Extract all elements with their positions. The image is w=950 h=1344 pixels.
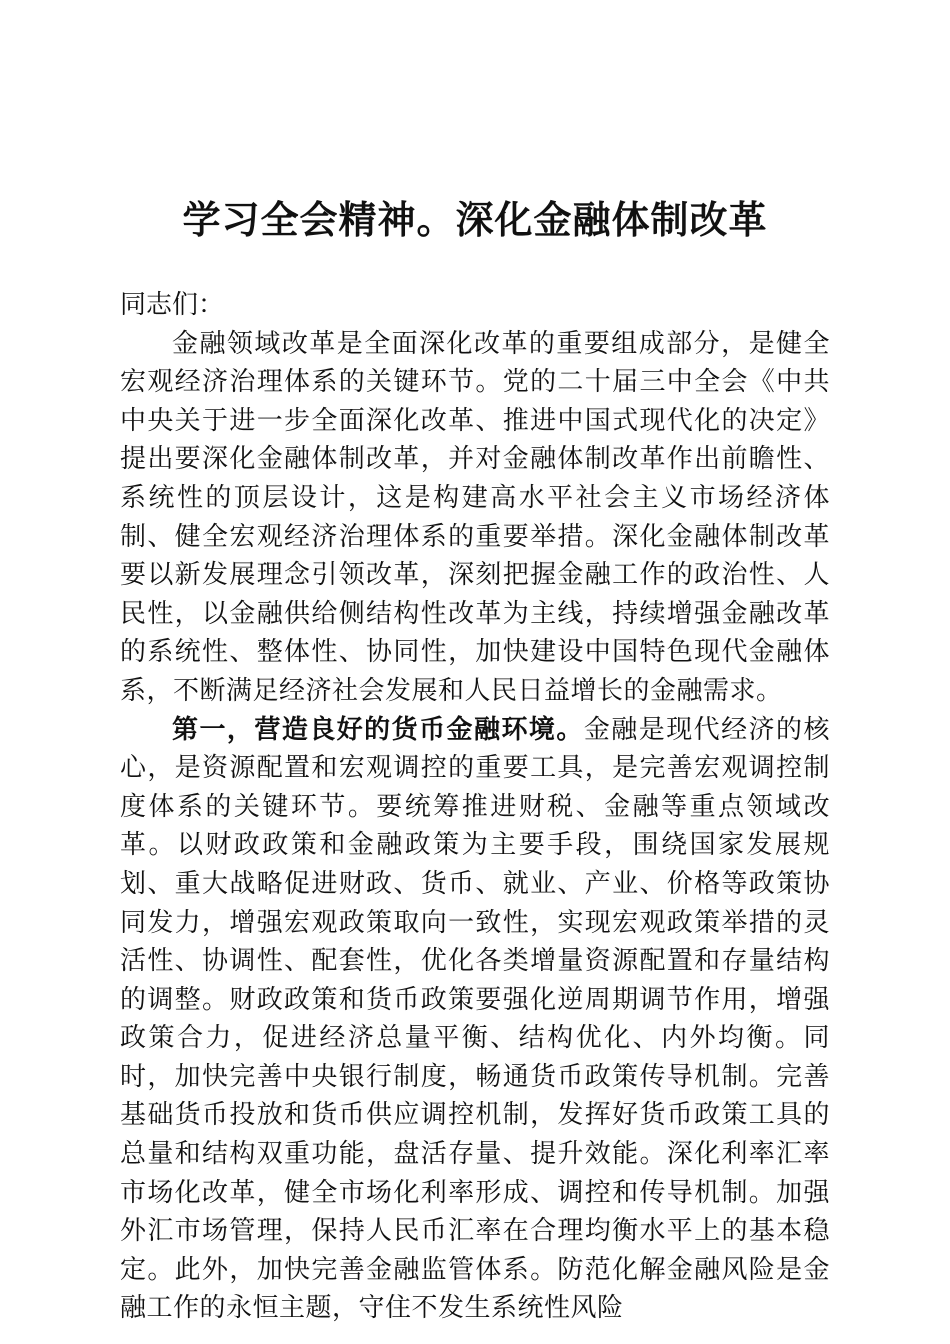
paragraph-body-text: 金融是现代经济的核心，是资源配置和宏观调控的重要工具，是完善宏观调控制度体系的关键环节。要统筹推进财税、金融等重点领域改革。以财政政策和金融政策为主要手段，围绕国家发展规划、重大战略促进财政、货币、就业、产业、价格等政策协同发力，增强宏观政策取向一致性，实现宏观政策举措的灵活性、协调性、配套性，优化各类增量资源配置和存量结构的调整。财政政策和货币政策要强化逆周期调节作用，增强政策合力，促进经济总量平衡、结构优化、内外均衡。同时，加快完善中央银行制度，畅通货币政策传导机制。完善基础货币投放和货币供应调控机制，发挥好货币政策工具的总量和结构双重功能，盘活存量、提升效能。深化利率汇率市场化改革，健全市场化利率形成、调控和传导机制。加强外汇市场管理，保持人民币汇率在合理均衡水平上的基本稳定。此外，加快完善金融监管体系。防范化解金融风险是金融工作的永恒主题，守住不发生系统性风险: [120, 714, 830, 1324]
paragraph-intro: 金融领域改革是全面深化改革的重要组成部分，是健全宏观经济治理体系的关键环节。党的二十届三中全会《中共中央关于进一步全面深化改革、推进中国式现代化的决定》提出要深化金融体制改革，并对金融体制改革作出前瞻性、系统性的顶层设计，这是构建高水平社会主义市场经济体制、健全宏观经济治理体系的重要举措。深化金融体制改革要以新发展理念引领改革，深刻把握金融工作的政治性、人民性，以金融供给侧结构性改革为主线，持续增强金融改革的系统性、整体性、协同性，加快建设中国特色现代金融体系，不断满足经济社会发展和人民日益增长的金融需求。: [120, 328, 830, 706]
document-body: [120, 286, 830, 1328]
document-title: 学习全会精神。深化金融体制改革: [182, 198, 768, 242]
salutation: 同志们：: [120, 290, 225, 320]
paragraph-lead-heading: 第一，营造良好的货币金融环境。: [172, 714, 584, 745]
paragraph-first-point: [120, 711, 830, 1329]
